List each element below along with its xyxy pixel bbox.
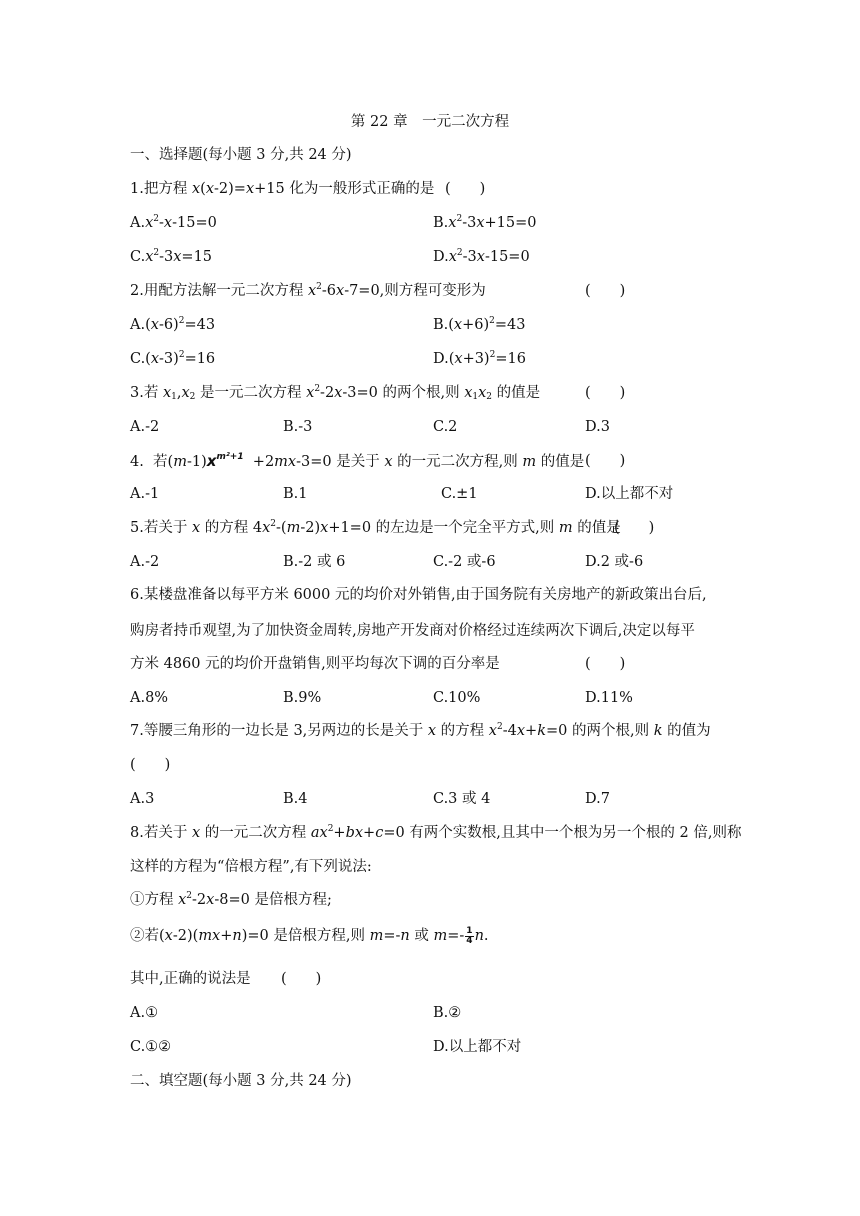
answer-blank: ( ) <box>585 385 626 401</box>
q2-option-d[interactable]: $D.(x+3)^2=16$ <box>433 350 526 367</box>
q3-option-c[interactable]: C.2 <box>433 419 458 435</box>
q2-option-a[interactable]: $A.(x-6)^2=43$ <box>130 316 216 333</box>
question-8-line-1: 8.若关于 x 的一元二次方程 $ax^2+bx+c=0$ 有两个实数根,且其中一个根为另一个根的 2 倍,则称 <box>130 824 742 841</box>
q7-option-b[interactable]: B.4 <box>283 791 308 807</box>
q7-option-c[interactable]: C.3 或 4 <box>433 791 491 807</box>
q3-option-b[interactable]: B.-3 <box>283 419 313 435</box>
statement-1: ①方程 $x^2-2x-8=0$ 是倍根方程; <box>130 891 332 908</box>
q4-option-a[interactable]: A.-1 <box>130 486 160 502</box>
q8-option-a[interactable]: A.① <box>130 1005 159 1021</box>
answer-blank: ( ) <box>130 757 171 773</box>
q5-option-c[interactable]: C.-2 或-6 <box>433 554 496 570</box>
q7-option-a[interactable]: A.3 <box>130 791 155 807</box>
q8-option-d[interactable]: D.以上都不对 <box>433 1039 522 1055</box>
q6-option-b[interactable]: B.9% <box>283 690 322 706</box>
question-8-line-2: 这样的方程为“倍根方程”,有下列说法: <box>130 859 372 875</box>
statement-2: ②若(x-2)(mx+n)=0 是倍根方程,则 m=-n 或 m=- $\frac{1}{4}$ n. <box>130 925 489 946</box>
q3-option-d[interactable]: D.3 <box>585 419 610 435</box>
question-6-line-2: 购房者持币观望,为了加快资金周转,房地产开发商对价格经过连续两次下调后,决定以每平 <box>130 623 695 639</box>
q1-option-c[interactable]: $C.x^2-3x=15$ <box>130 248 213 265</box>
answer-blank: ( ) <box>445 181 486 197</box>
q6-option-c[interactable]: C.10% <box>433 690 481 706</box>
q2-option-b[interactable]: $B.(x+6)^2=43$ <box>433 316 526 333</box>
q6-option-a[interactable]: A.8% <box>130 690 169 706</box>
q5-option-d[interactable]: D.2 或-6 <box>585 554 644 570</box>
answer-blank: ( ) <box>281 971 322 987</box>
section-heading-fill: 二、填空题(每小题 3 分,共 24 分) <box>130 1073 352 1089</box>
answer-blank: ( ) <box>614 520 655 536</box>
section-heading-choice: 一、选择题(每小题 3 分,共 24 分) <box>130 147 352 163</box>
q7-option-d[interactable]: D.7 <box>585 791 610 807</box>
q1-option-b[interactable]: $B.x^2-3x+15=0$ <box>433 214 537 231</box>
q4-option-b[interactable]: B.1 <box>283 486 308 502</box>
question-7-line-1: 7.等腰三角形的一边长是 3,另两边的长是关于 x 的方程 $x^2-4x+k=0$ 的两个根,则 k 的值为 <box>130 722 711 739</box>
q5-option-b[interactable]: B.-2 或 6 <box>283 554 346 570</box>
answer-blank: ( ) <box>585 283 626 299</box>
question-2-stem: 2.用配方法解一元二次方程 $x^2-6x-7=0$,则方程可变形为 <box>130 282 486 299</box>
answer-blank: ( ) <box>585 656 626 672</box>
question-3-stem: 3.若 $x_1,x_2$ 是一元二次方程 $x^2-2x-3=0$ 的两个根,则 $x_1x_2$ 的值是 <box>130 384 541 402</box>
question-8-ask: 其中,正确的说法是 <box>130 971 251 987</box>
q8-option-b[interactable]: B.② <box>433 1005 462 1021</box>
question-5-stem: 5.若关于 x 的方程 $4x^2-(m-2)x+1=0$ 的左边是一个完全平方式,则 m 的值是 <box>130 519 621 536</box>
q1-option-a[interactable]: $A.x^2-x-15=0$ <box>130 214 217 231</box>
q1-option-d[interactable]: $D.x^2-3x-15=0$ <box>433 248 530 265</box>
q8-option-c[interactable]: C.①② <box>130 1039 172 1055</box>
question-6-line-1: 6.某楼盘准备以每平方米 6000 元的均价对外销售,由于国务院有关房地产的新政策出台后, <box>130 587 707 603</box>
q5-option-a[interactable]: A.-2 <box>130 554 160 570</box>
q4-option-c[interactable]: C.±1 <box>441 486 478 502</box>
q3-option-a[interactable]: A.-2 <box>130 419 160 435</box>
question-1-stem: 1.把方程 x(x-2)=x+15 化为一般形式正确的是 <box>130 181 435 197</box>
page-title: 第 22 章 一元二次方程 <box>350 114 510 130</box>
q2-option-c[interactable]: $C.(x-3)^2=16$ <box>130 350 216 367</box>
question-4-stem: 4. 若$(m-1)x^{m^2+1} +2mx-3=0$ 是关于 x 的一元二次方程,则 m 的值是 <box>130 452 585 470</box>
question-6-line-3: 方米 4860 元的均价开盘销售,则平均每次下调的百分率是 <box>130 656 500 672</box>
answer-blank: ( ) <box>585 453 626 469</box>
q4-option-d[interactable]: D.以上都不对 <box>585 486 674 502</box>
q6-option-d[interactable]: D.11% <box>585 690 633 706</box>
